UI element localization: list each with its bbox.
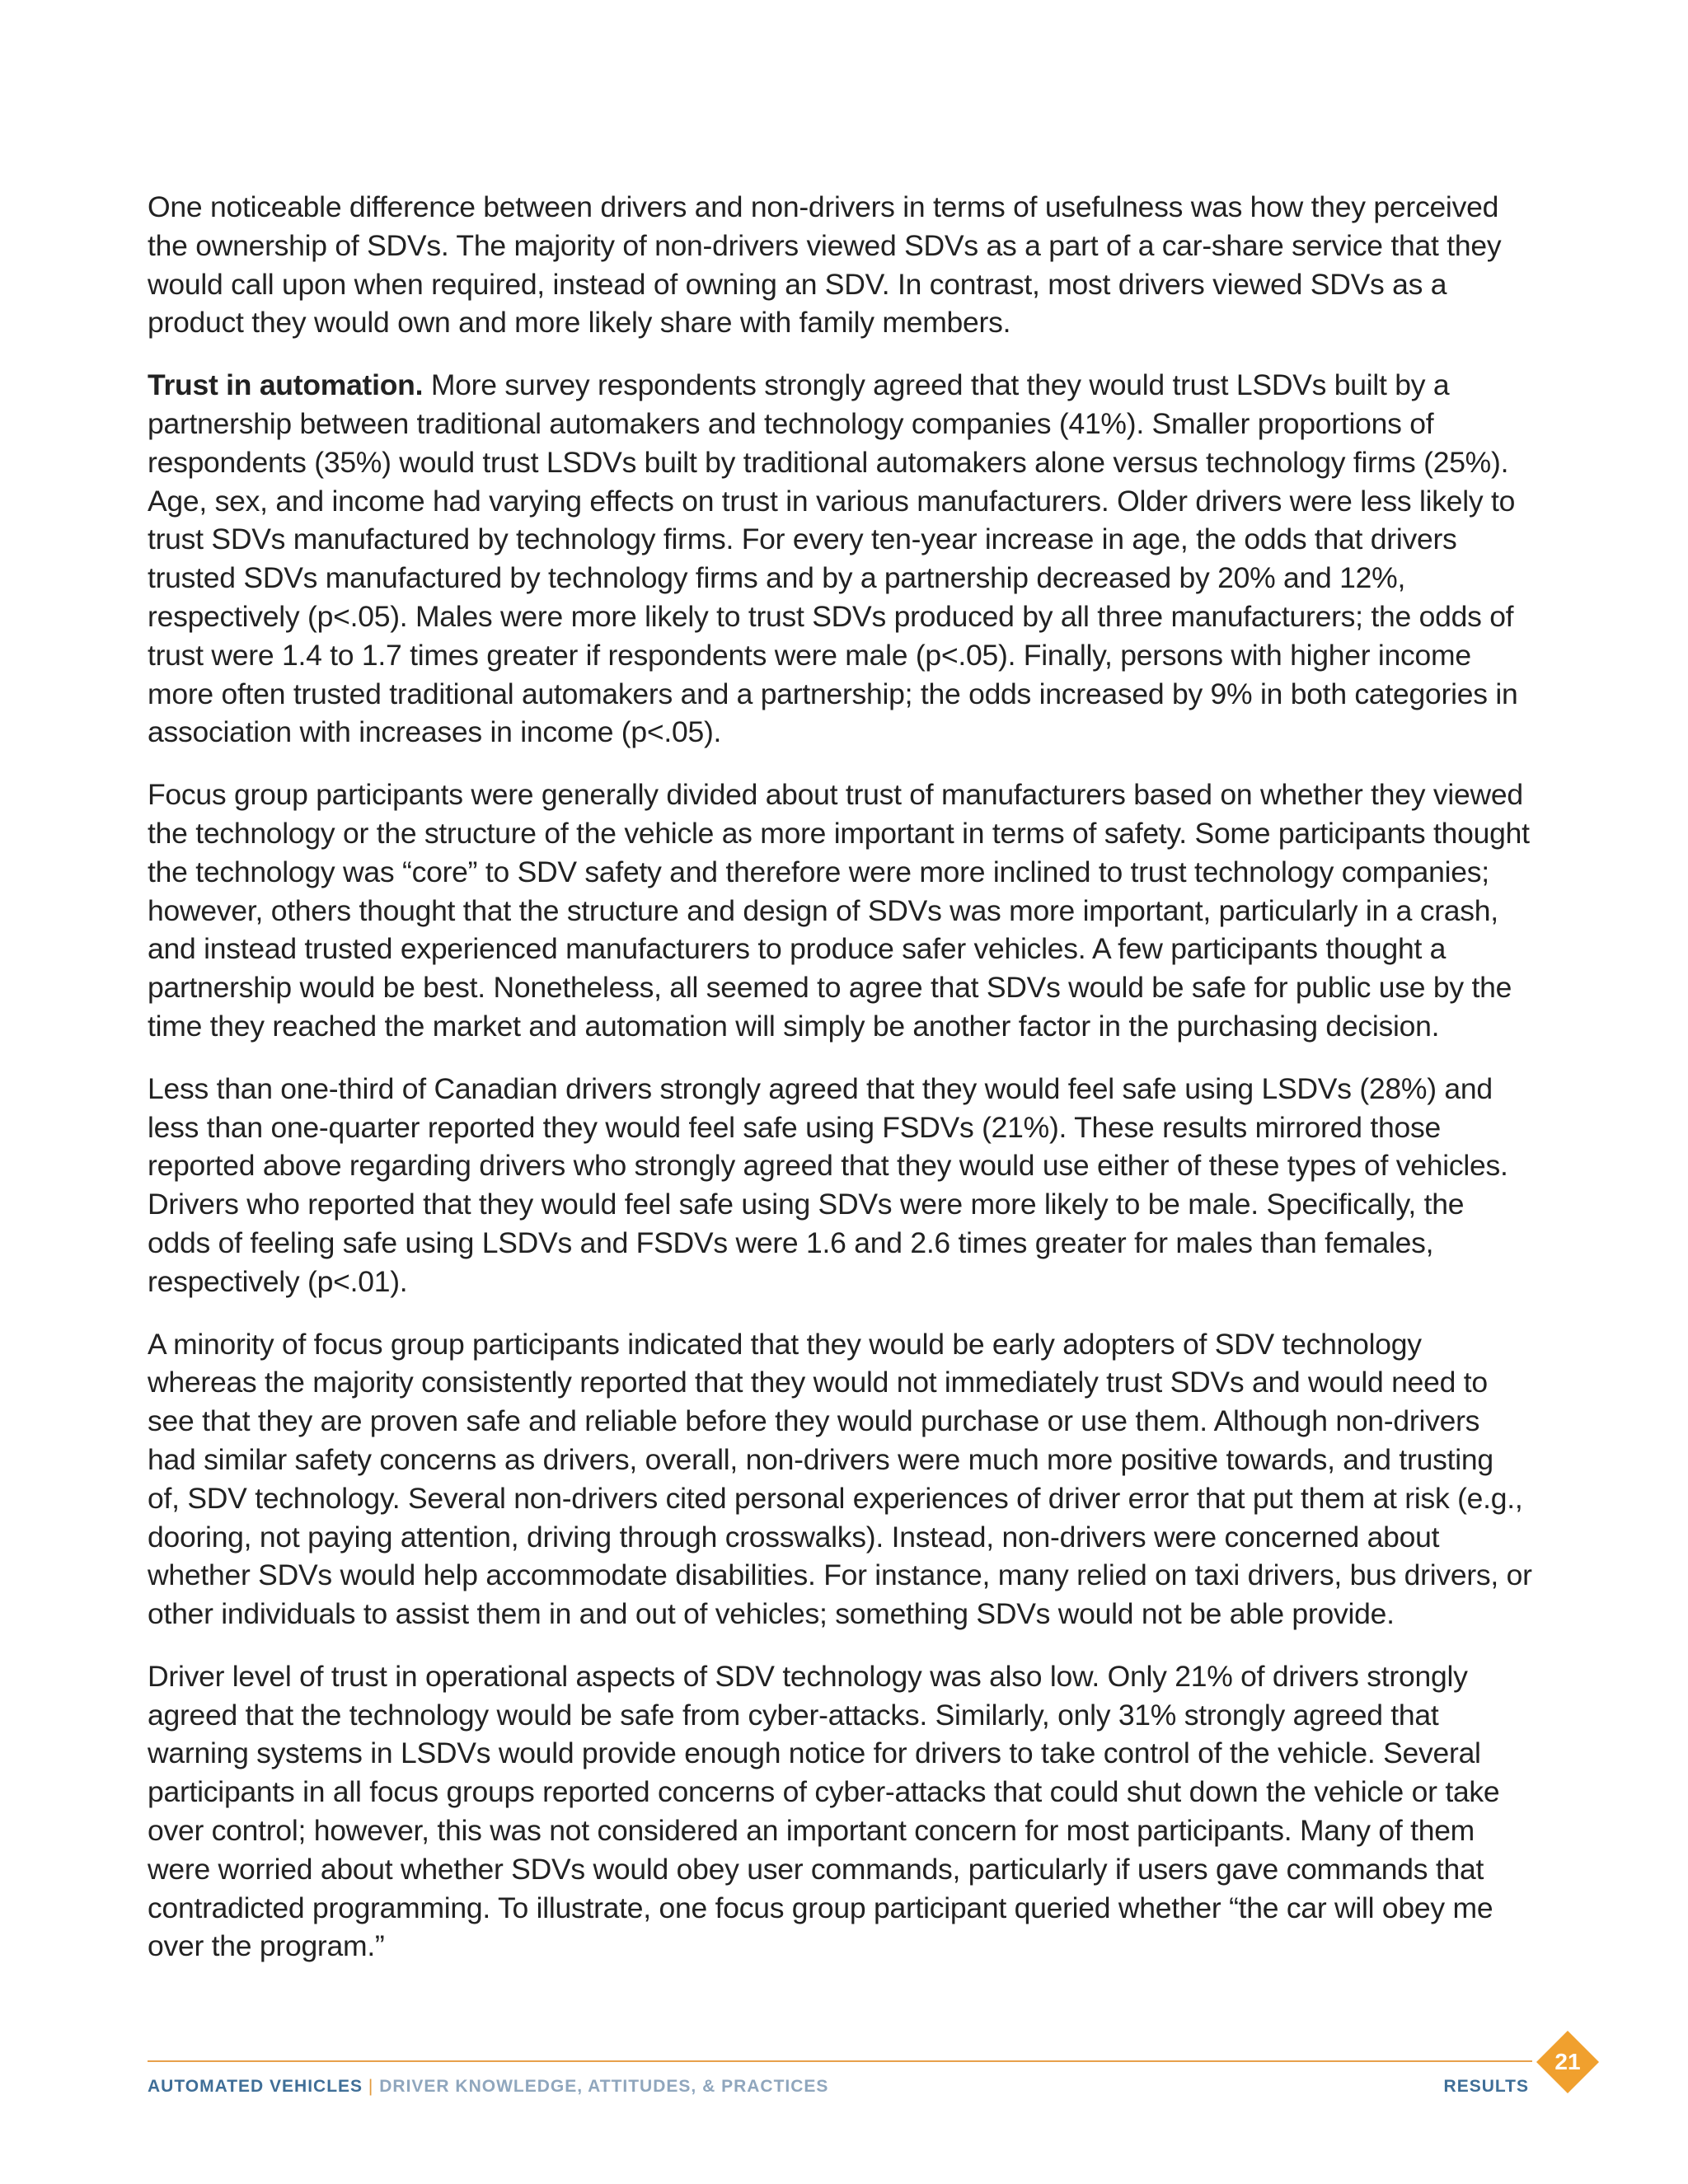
paragraph-focus-group-trust: Focus group participants were generally divided about trust of manufacturers based on whether they viewed the technology or the structure of the vehicle as more important in terms of safety. Some participants thought the technology was “core” to SDV safety and therefore were more inclined to trust technology companies; however, others thought that the structure and design of SDVs was more important, particularly in a crash, and instead trusted experienced manufacturers to produce safer vehicles. A few participants thought a partnership would be best. Nonetheless, all seemed to agree that SDVs would be safe for public use by the time they reached the market and automation will simply be another factor in the purchasing decision. [148,778,1530,1043]
footer-divider [148,2060,1532,2062]
footer-separator: | [368,2077,374,2096]
paragraph-feel-safe: Less than one-third of Canadian drivers strongly agreed that they would feel safe using LSDVs (28%) and less than one-quarter reported they would feel safe using FSDVs (21%). These results mirrored those reported above regarding drivers who strongly agreed that they would use either of these types of vehicles. Drivers who reported that they would feel safe using SDVs were more likely to be male. Specifically, the odds of feeling safe using LSDVs and FSDVs were 1.6 and 2.6 times greater for males than females, respectively (p<.01). [148,1071,1508,1298]
paragraph-early-adopters: A minority of focus group participants indicated that they would be early adopters of SDV technology whereas the majority consistently reported that they would not immediately trust SDVs and would need to see that they are proven safe and reliable before they would purchase or use them. Although non-drivers had similar safety concerns as drivers, overall, non-drivers were much more positive towards, and trusting of, SDV technology. Several non-drivers cited personal experiences of driver error that put them at risk (e.g., dooring, not paying attention, driving through crosswalks). Instead, non-drivers were concerned about whether SDVs would help accommodate disabilities. For instance, many relied on taxi drivers, bus drivers, or other individuals to assist them in and out of vehicles; something SDVs would not be able provide. [148,1327,1532,1631]
paragraph-trust-in-automation [148,366,1532,752]
paragraph-trust-text: More survey respondents strongly agreed that they would trust LSDVs built by a partnership between traditional automakers and technology companies (41%). Smaller proportions of respondents (35%) would trust LSDVs built by traditional automakers alone versus technology firms (25%). Age, sex, and income had varying effects on trust in various manufacturers. Older drivers were less likely to trust SDVs manufactured by technology firms. For every ten-year increase in age, the odds that drivers trusted SDVs manufactured by technology firms and by a partnership decreased by 20% and 12%, respectively (p<.05). Males were more likely to trust SDVs produced by all three manufacturers; the odds of trust were 1.4 to 1.7 times greater if respondents were male (p<.05). Finally, persons with higher income more often trusted traditional automakers and a partnership; the odds increased by 9% in both categories in association with increases in income (p<.05). [148,368,1518,749]
footer-running-title [148,2077,828,2097]
page-number: 21 [1554,2049,1581,2074]
footer-series-title: AUTOMATED VEHICLES [148,2077,363,2096]
paragraph-operational-trust: Driver level of trust in operational aspects of SDV technology was also low. Only 21% of drivers strongly agreed that the technology would be safe from cyber-attacks. Similarly, only 31% strongly agreed that warning systems in LSDVs would provide enough notice for drivers to take control of the vehicle. Several participants in all focus groups reported concerns of cyber-attacks that could shut down the vehicle or take over control; however, this was not considered an important concern for most participants. Many of them were worried about whether SDVs would obey user commands, particularly if users gave commands that contradicted programming. To illustrate, one focus group participant queried whether “the car will obey me over the program.” [148,1659,1500,1963]
section-lead-heading: Trust in automation. [148,368,424,402]
footer-subtitle: DRIVER KNOWLEDGE, ATTITUDES, & PRACTICES [379,2077,829,2096]
document-body [148,188,1532,1990]
footer-section-label: RESULTS [1443,2077,1529,2096]
paragraph-ownership: One noticeable difference between drivers and non-drivers in terms of usefulness was how they perceived the ownership of SDVs. The majority of non-drivers viewed SDVs as a part of a car-share service that they would call upon when required, instead of owning an SDV. In contrast, most drivers viewed SDVs as a product they would own and more likely share with family members. [148,190,1502,340]
